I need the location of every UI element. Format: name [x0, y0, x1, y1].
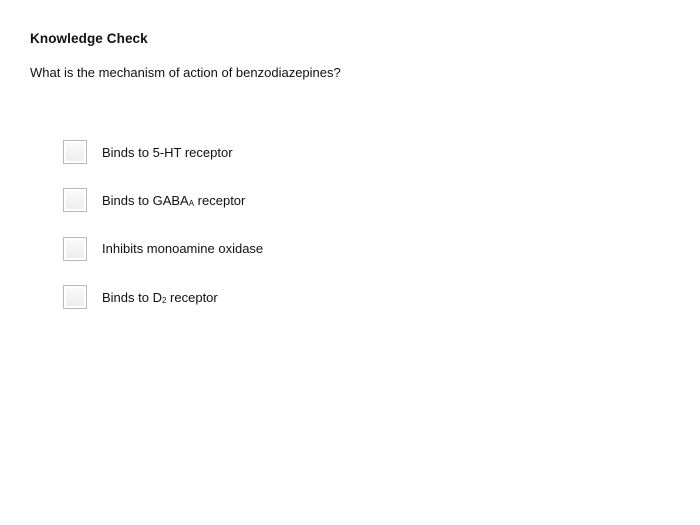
checkbox[interactable]: [63, 188, 87, 212]
answer-options: [63, 138, 263, 332]
option-label: Inhibits monoamine oxidase: [102, 241, 264, 257]
option-1[interactable]: [63, 138, 263, 166]
option-4[interactable]: [63, 283, 263, 311]
option-label: Binds to $GABA_A$ receptor: [102, 192, 246, 208]
quiz-title: Knowledge Check: [30, 31, 148, 46]
option-3[interactable]: [63, 235, 263, 263]
option-label: Binds to 5-HT receptor: [102, 144, 233, 160]
checkbox[interactable]: [63, 140, 87, 164]
question-text: What is the mechanism of action of benzodiazepines?: [30, 65, 341, 80]
checkbox[interactable]: [63, 237, 87, 261]
option-label: Binds to $D_2$ receptor: [102, 289, 218, 305]
option-2[interactable]: [63, 186, 263, 214]
checkbox[interactable]: [63, 285, 87, 309]
